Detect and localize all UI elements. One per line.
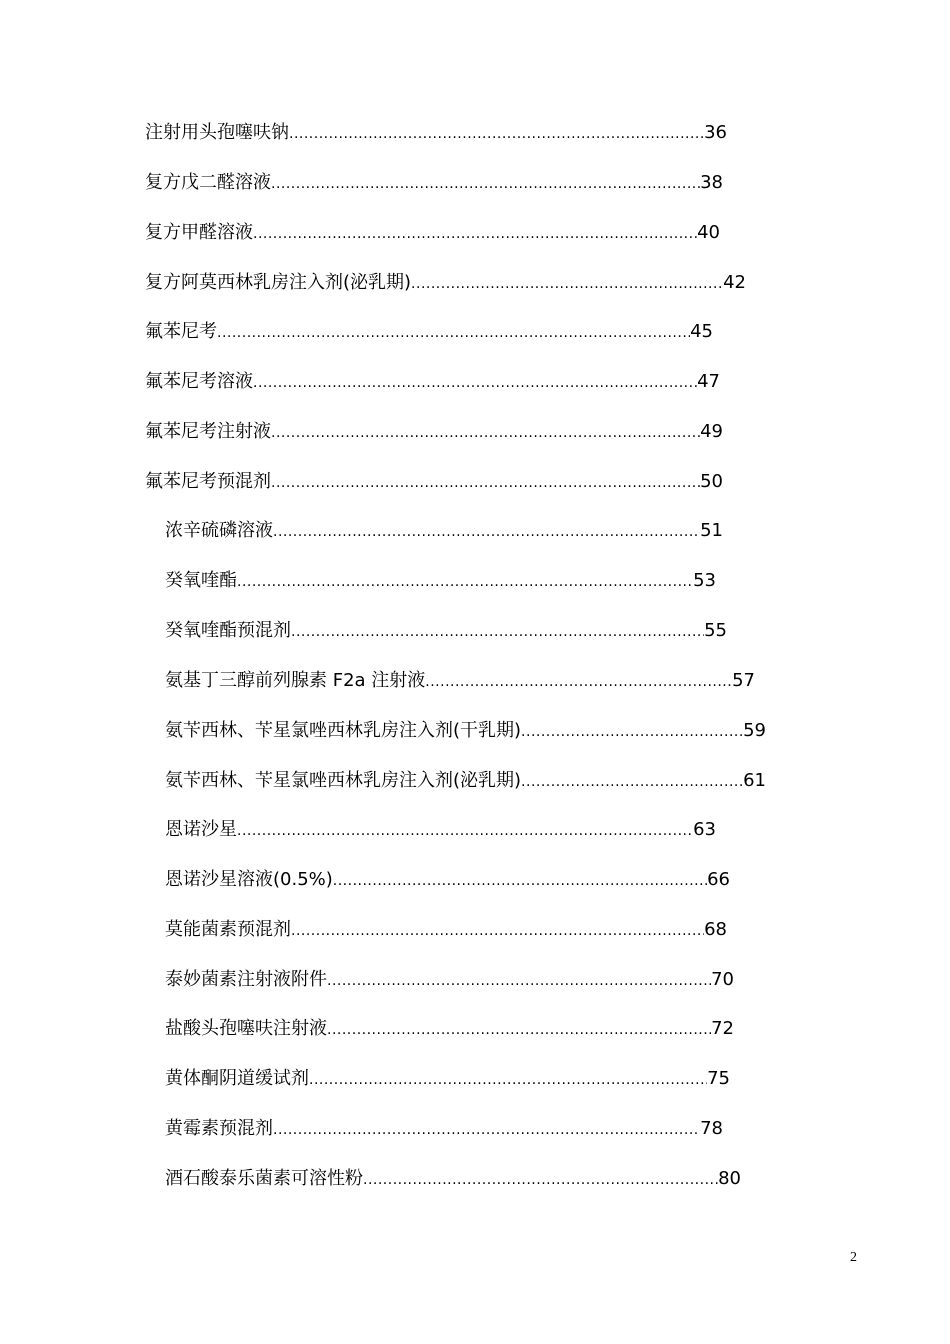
toc-dot-leader bbox=[253, 219, 697, 249]
toc-entry-title: 盐酸头孢噻呋注射液 bbox=[165, 1018, 327, 1039]
toc-entry[interactable] bbox=[145, 417, 723, 447]
toc-entry[interactable] bbox=[165, 965, 734, 995]
toc-dot-leader bbox=[411, 269, 723, 299]
toc-entry-title: 氨苄西林、苄星氯唑西林乳房注入剂(泌乳期) bbox=[165, 770, 522, 791]
toc-dot-leader bbox=[291, 617, 704, 647]
toc-entry[interactable] bbox=[165, 1114, 723, 1144]
toc-dot-leader bbox=[425, 667, 732, 697]
toc-entry[interactable] bbox=[165, 1064, 730, 1094]
toc-entry-title: 氟苯尼考预混剂 bbox=[145, 471, 271, 492]
toc-entry-page: 63 bbox=[693, 819, 716, 840]
toc-entry[interactable] bbox=[145, 467, 723, 497]
toc-entry-page: 40 bbox=[697, 222, 720, 243]
toc-entry-title: 氟苯尼考注射液 bbox=[145, 421, 271, 442]
toc-entry[interactable] bbox=[165, 716, 766, 746]
toc-entry-title: 莫能菌素预混剂 bbox=[165, 919, 291, 940]
toc-dot-leader bbox=[273, 1115, 700, 1145]
toc-dot-leader bbox=[521, 717, 743, 747]
toc-entry-page: 72 bbox=[711, 1018, 734, 1039]
toc-entry-title: 氟苯尼考溶液 bbox=[145, 371, 253, 392]
toc-entry-page: 42 bbox=[723, 272, 746, 293]
toc-entry-title: 复方甲醛溶液 bbox=[145, 222, 253, 243]
toc-entry[interactable] bbox=[145, 118, 727, 148]
toc-entry[interactable] bbox=[145, 218, 720, 248]
toc-entry-title: 黄霉素预混剂 bbox=[165, 1118, 273, 1139]
toc-entry[interactable] bbox=[145, 367, 720, 397]
toc-dot-leader bbox=[271, 169, 700, 199]
toc-entry-title: 浓辛硫磷溶液 bbox=[165, 520, 273, 541]
toc-dot-leader bbox=[309, 1065, 707, 1095]
toc-entry[interactable] bbox=[165, 566, 716, 596]
toc-entry-page: 38 bbox=[700, 172, 723, 193]
toc-dot-leader bbox=[363, 1165, 718, 1195]
toc-entry-page: 70 bbox=[711, 969, 734, 990]
toc-dot-leader bbox=[237, 567, 693, 597]
toc-dot-leader bbox=[521, 767, 743, 797]
toc-entry-page: 57 bbox=[732, 670, 755, 691]
toc-entry-title: 氟苯尼考 bbox=[145, 321, 217, 342]
toc-entry[interactable] bbox=[145, 317, 713, 347]
toc-dot-leader bbox=[333, 866, 707, 896]
toc-entry-page: 80 bbox=[718, 1168, 741, 1189]
toc-entry-title: 酒石酸泰乐菌素可溶性粉 bbox=[165, 1168, 363, 1189]
toc-entry-page: 55 bbox=[704, 620, 727, 641]
toc-entry-page: 47 bbox=[697, 371, 720, 392]
toc-entry-page: 68 bbox=[704, 919, 727, 940]
toc-dot-leader bbox=[291, 916, 704, 946]
toc-entry-page: 59 bbox=[743, 720, 766, 741]
page-number: 2 bbox=[850, 1250, 857, 1265]
toc-entry-title: 氨基丁三醇前列腺素 F2a 注射液 bbox=[165, 670, 426, 691]
toc-entry-title: 复方阿莫西林乳房注入剂(泌乳期) bbox=[145, 272, 412, 293]
toc-entry[interactable] bbox=[145, 268, 746, 298]
toc-entry[interactable] bbox=[165, 666, 755, 696]
toc-entry[interactable] bbox=[145, 168, 723, 198]
toc-entry[interactable] bbox=[165, 516, 723, 546]
toc-dot-leader bbox=[271, 468, 700, 498]
toc-entry[interactable] bbox=[165, 766, 766, 796]
toc-dot-leader bbox=[217, 318, 690, 348]
toc-entry-title: 氨苄西林、苄星氯唑西林乳房注入剂(干乳期) bbox=[165, 720, 522, 741]
toc-entry-page: 50 bbox=[700, 471, 723, 492]
toc-dot-leader bbox=[273, 517, 700, 547]
toc-entry-page: 75 bbox=[707, 1068, 730, 1089]
toc-entry-page: 51 bbox=[700, 520, 723, 541]
toc-entry-page: 36 bbox=[704, 122, 727, 143]
toc-entry-page: 49 bbox=[700, 421, 723, 442]
toc-entry-title: 恩诺沙星 bbox=[165, 819, 237, 840]
toc-entry-title: 黄体酮阴道缓试剂 bbox=[165, 1068, 309, 1089]
toc-entry[interactable] bbox=[165, 1164, 741, 1194]
toc-entry[interactable] bbox=[165, 915, 727, 945]
toc-entry[interactable] bbox=[165, 1014, 734, 1044]
toc-entry-page: 45 bbox=[690, 321, 713, 342]
toc-entry-page: 78 bbox=[700, 1118, 723, 1139]
toc-dot-leader bbox=[253, 368, 697, 398]
toc-entry[interactable] bbox=[165, 616, 727, 646]
toc-entry-page: 53 bbox=[693, 570, 716, 591]
toc-entry-title: 泰妙菌素注射液附件 bbox=[165, 969, 327, 990]
toc-entry-title: 复方戊二醛溶液 bbox=[145, 172, 271, 193]
toc-entry-title: 恩诺沙星溶液(0.5%) bbox=[165, 869, 333, 890]
toc-entry[interactable] bbox=[165, 815, 716, 845]
toc-entry-page: 61 bbox=[743, 770, 766, 791]
toc-entry-title: 癸氧喹酯 bbox=[165, 570, 237, 591]
toc-dot-leader bbox=[327, 966, 711, 996]
toc-dot-leader bbox=[237, 816, 693, 846]
toc-entry[interactable] bbox=[165, 865, 730, 895]
toc-entry-page: 66 bbox=[707, 869, 730, 890]
toc-entry-title: 癸氧喹酯预混剂 bbox=[165, 620, 291, 641]
toc-dot-leader bbox=[327, 1015, 711, 1045]
toc-dot-leader bbox=[271, 418, 700, 448]
toc-dot-leader bbox=[289, 119, 704, 149]
toc-entry-title: 注射用头孢噻呋钠 bbox=[145, 122, 289, 143]
